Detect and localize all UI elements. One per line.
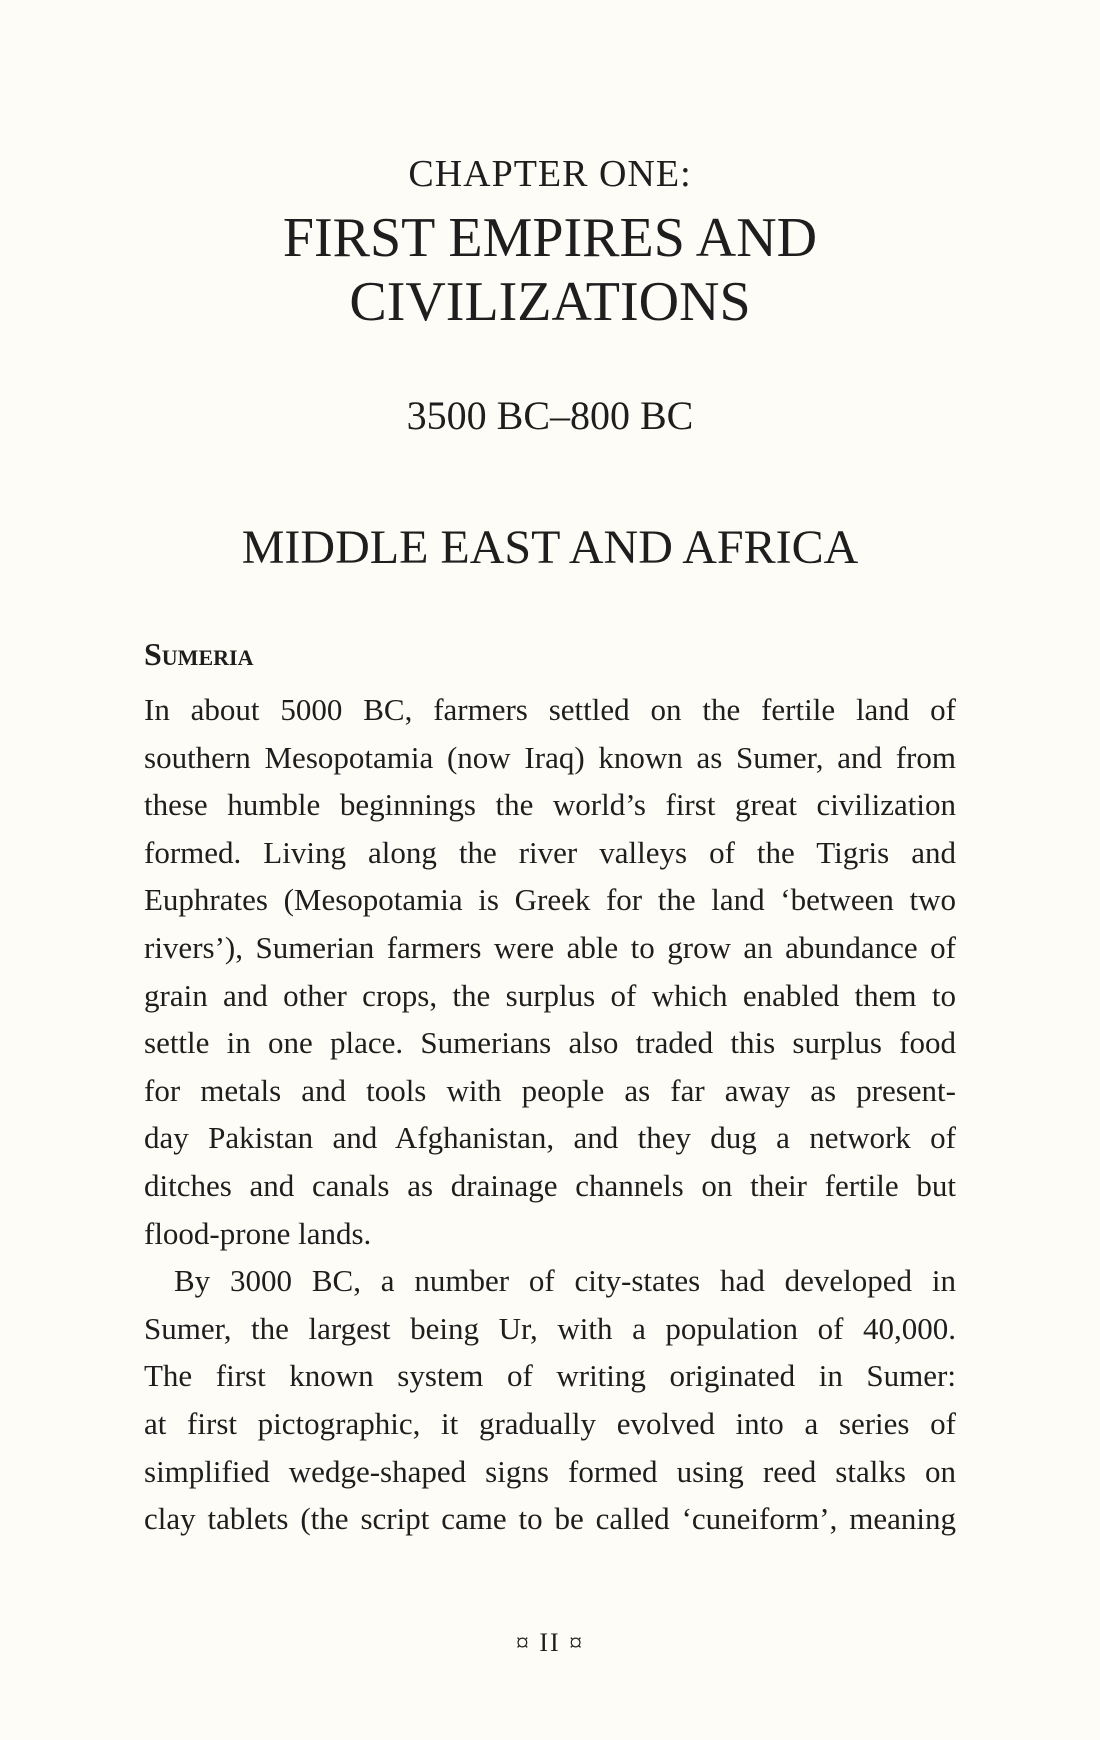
section-heading: Sumeria — [144, 636, 254, 672]
text-line: settle in one place. Sumerians also traded this surplus food — [144, 1025, 956, 1061]
body-text — [144, 686, 956, 1543]
text-line: simplified wedge-shaped signs formed using reed stalks on — [144, 1453, 956, 1489]
date-range: 3500 BC–800 BC — [406, 393, 694, 438]
text-line: these humble beginnings the world’s first great civilization — [144, 787, 956, 823]
text-line: at first pictographic, it gradually evolved into a series of — [144, 1405, 956, 1441]
text-line: By 3000 BC, a number of city-states had developed in — [174, 1263, 956, 1299]
chapter-title-line-2: CIVILIZATIONS — [349, 271, 751, 333]
text-line: The first known system of writing originated in Sumer: — [144, 1358, 956, 1394]
text-line: clay tablets (the script came to be called ‘cuneiform’, meaning — [144, 1501, 956, 1537]
text-line: grain and other crops, the surplus of which enabled them to — [144, 977, 956, 1013]
text-line: flood-prone lands. — [144, 1215, 372, 1251]
chapter-label: CHAPTER ONE: — [408, 153, 692, 195]
text-line: rivers’), Sumerian farmers were able to grow an abundance of — [144, 929, 956, 965]
text-line: formed. Living along the river valleys of the Tigris and — [144, 834, 956, 870]
chapter-title-line-1: FIRST EMPIRES AND — [282, 207, 818, 269]
text-line: for metals and tools with people as far away as present- — [144, 1072, 956, 1108]
region-heading: MIDDLE EAST AND AFRICA — [241, 521, 859, 574]
text-line: Euphrates (Mesopotamia is Greek for the land ‘between two — [144, 882, 956, 918]
text-line: Sumer, the largest being Ur, with a population of 40,000. — [144, 1310, 956, 1346]
page-number: ¤ II ¤ — [515, 1628, 585, 1657]
text-line: day Pakistan and Afghanistan, and they dug a network of — [144, 1120, 956, 1156]
text-line: ditches and canals as drainage channels on their fertile but — [144, 1167, 956, 1203]
text-line: southern Mesopotamia (now Iraq) known as Sumer, and from — [144, 739, 956, 775]
text-line: In about 5000 BC, farmers settled on the fertile land of — [144, 692, 956, 727]
